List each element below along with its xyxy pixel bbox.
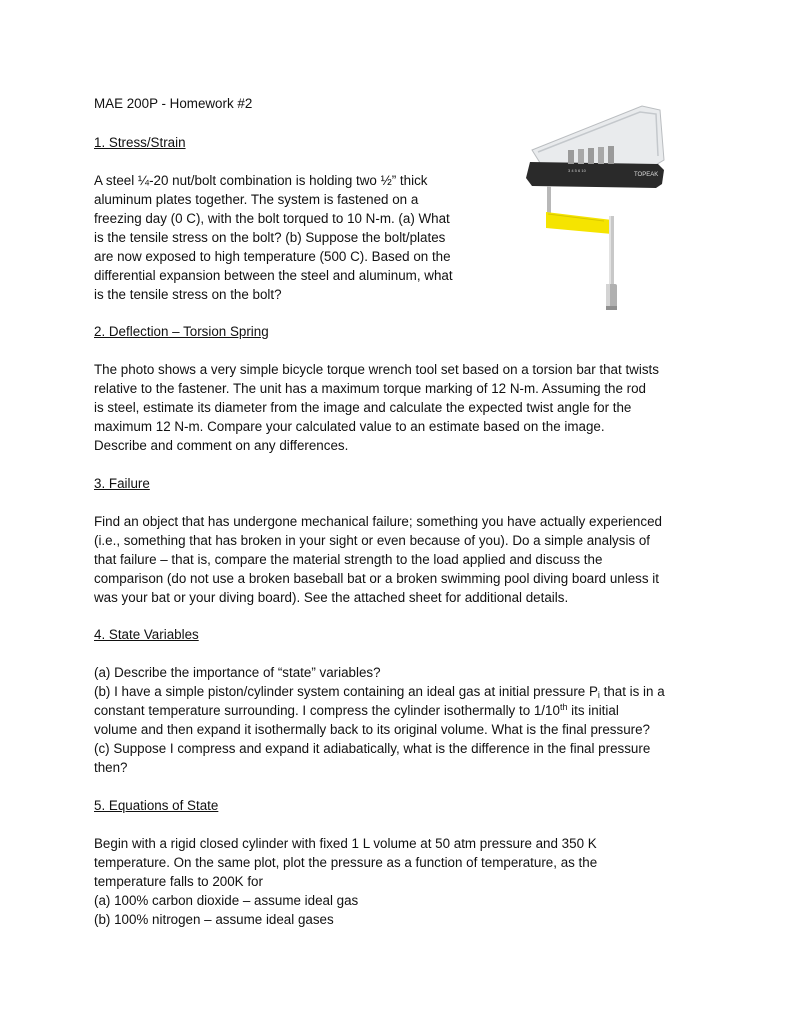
section-2-line: Describe and comment on any differences. bbox=[94, 438, 349, 453]
section-3-line: Find an object that has undergone mechanical failure; something you have actually experienced bbox=[94, 514, 662, 529]
section-3-line: comparison (do not use a broken baseball bat or a broken swimming pool diving board unless it bbox=[94, 571, 659, 586]
section-3-line: that failure – that is, compare the material strength to the load applied and discuss the bbox=[94, 552, 603, 567]
section-2-line: The photo shows a very simple bicycle torque wrench tool set based on a torsion bar that twists bbox=[94, 362, 659, 377]
section-2-line: is steel, estimate its diameter from the image and calculate the expected twist angle for the bbox=[94, 400, 632, 415]
section-2-line: relative to the fastener. The unit has a maximum torque marking of 12 N-m. Assuming the rod bbox=[94, 381, 647, 396]
section-1-line: aluminum plates together. The system is fastened on a bbox=[94, 192, 419, 207]
section-5-line: temperature. On the same plot, plot the pressure as a function of temperature, as the bbox=[94, 855, 598, 870]
section-4-line-compress bbox=[94, 701, 619, 720]
torque-wrench-icon bbox=[524, 100, 674, 320]
ordinal-superscript: th bbox=[559, 702, 568, 712]
section-2-line: maximum 12 N-m. Compare your calculated value to an estimate based on the image. bbox=[94, 419, 605, 434]
section-4-heading: 4. State Variables bbox=[94, 627, 199, 642]
section-1-line: is the tensile stress on the bolt? bbox=[94, 287, 282, 302]
section-5-line: Begin with a rigid closed cylinder with fixed 1 L volume at 50 atm pressure and 350 K bbox=[94, 836, 597, 851]
section-5-line: (b) 100% nitrogen – assume ideal gases bbox=[94, 912, 334, 927]
section-4-line: volume and then expand it isothermally back to its original volume. What is the final pressure? bbox=[94, 722, 650, 737]
section-5-line: (a) 100% carbon dioxide – assume ideal gas bbox=[94, 893, 359, 908]
compress-text-end: its initial bbox=[567, 703, 619, 718]
section-1-line: freezing day (0 C), with the bolt torqued to 10 N-m. (a) What bbox=[94, 211, 450, 226]
section-5-heading: 5. Equations of State bbox=[94, 798, 219, 813]
pressure-text: (b) I have a simple piston/cylinder system containing an ideal gas at initial pressure P bbox=[94, 684, 598, 699]
pressure-subscript: i bbox=[597, 690, 600, 700]
scale-marks-label: 3 4 5 6 10 bbox=[568, 168, 586, 173]
section-1-line: A steel ¼-20 nut/bolt combination is holding two ½” thick bbox=[94, 173, 428, 188]
section-1-heading: 1. Stress/Strain bbox=[94, 135, 186, 150]
section-4-line: then? bbox=[94, 760, 128, 775]
pressure-text-end: that is in a bbox=[599, 684, 665, 699]
section-1-line: are now exposed to high temperature (500 C). Based on the bbox=[94, 249, 451, 264]
document-title: MAE 200P - Homework #2 bbox=[94, 96, 253, 111]
brand-label: TOPEAK bbox=[634, 172, 659, 178]
section-2-heading: 2. Deflection – Torsion Spring bbox=[94, 324, 269, 339]
section-3-heading: 3. Failure bbox=[94, 476, 150, 491]
section-4-line: (a) Describe the importance of “state” variables? bbox=[94, 665, 381, 680]
compress-text: constant temperature surrounding. I compress the cylinder isothermally to 1/10 bbox=[94, 703, 560, 718]
section-4-line: (c) Suppose I compress and expand it adiabatically, what is the difference in the final pressure bbox=[94, 741, 651, 756]
section-3-line: (i.e., something that has broken in your sight or even because of you). Do a simple analysis of bbox=[94, 533, 651, 548]
torque-wrench-photo bbox=[524, 100, 674, 320]
section-5-line: temperature falls to 200K for bbox=[94, 874, 263, 889]
section-3-line: was your bat or your diving board). See the attached sheet for additional details. bbox=[94, 590, 569, 605]
section-1-line: differential expansion between the steel and aluminum, what bbox=[94, 268, 453, 283]
section-1-line: is the tensile stress on the bolt? (b) Suppose the bolt/plates bbox=[94, 230, 446, 245]
section-4-line-pressure bbox=[94, 682, 665, 701]
